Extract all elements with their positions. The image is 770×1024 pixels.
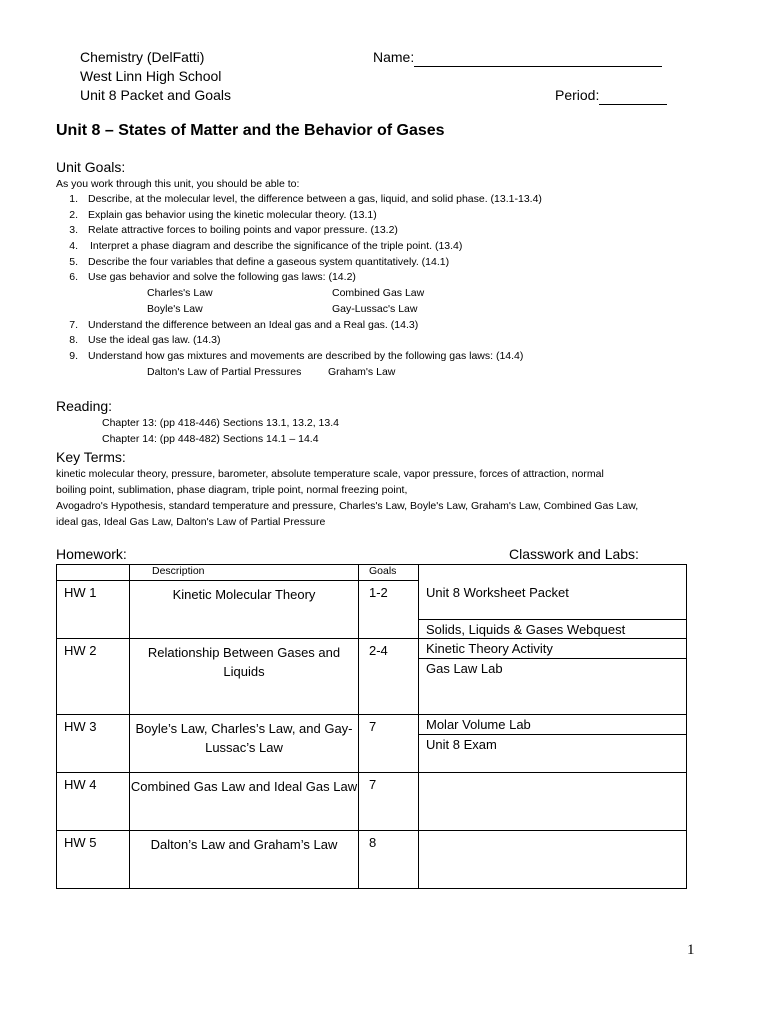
unit-goals-intro: As you work through this unit, you should be able to: — [56, 178, 300, 190]
hw-number: HW 2 — [57, 639, 130, 715]
name-blank[interactable] — [414, 52, 662, 67]
gas-laws-row — [56, 286, 706, 302]
goal-item: 7. Understand the difference between an Ideal gas and a Real gas. (14.3) — [69, 318, 419, 331]
school-name: West Linn High School — [80, 68, 222, 84]
classwork-cell — [419, 581, 687, 639]
table-row — [57, 639, 687, 715]
law-graham: Graham's Law — [328, 365, 396, 378]
classwork-item: Molar Volume Lab — [419, 715, 686, 735]
key-terms-line: ideal gas, Ideal Gas Law, Dalton's Law of Partial Pressure — [56, 516, 326, 528]
course-title: Chemistry (DelFatti) — [80, 49, 205, 65]
goal-item: 9. Understand how gas mixtures and movements are described by the following gas laws: (14.4) — [69, 349, 524, 362]
table-row — [57, 581, 687, 639]
packet-title: Unit 8 Packet and Goals — [80, 87, 231, 103]
homework-table — [56, 564, 687, 889]
unit-goals-heading: Unit Goals: — [56, 159, 126, 175]
classwork-cell — [419, 831, 687, 889]
table-row — [57, 831, 687, 889]
name-field[interactable] — [373, 48, 662, 67]
classwork-item: Solids, Liquids & Gases Webquest — [426, 621, 626, 637]
goal-item: 3. Relate attractive forces to boiling points and vapor pressure. (13.2) — [69, 224, 398, 237]
hw-description: Combined Gas Law and Ideal Gas Law — [130, 773, 359, 831]
classwork-item: Kinetic Theory Activity — [419, 639, 686, 659]
reading-line: Chapter 14: (pp 448-482) Sections 14.1 – 14.4 — [102, 433, 319, 445]
hw-description: Relationship Between Gases and Liquids — [130, 639, 359, 715]
col-goals: Goals — [359, 565, 419, 581]
table-row — [57, 773, 687, 831]
gas-laws-row — [56, 365, 706, 381]
law-combined: Combined Gas Law — [332, 287, 425, 300]
classwork-cell — [419, 715, 687, 773]
page-number: 1 — [687, 942, 695, 958]
goal-item: 8. Use the ideal gas law. (14.3) — [69, 334, 221, 347]
table-row — [57, 715, 687, 773]
col-description: Description — [130, 565, 359, 581]
goal-item: 6. Use gas behavior and solve the following gas laws: (14.2) — [69, 271, 356, 284]
hw-number: HW 3 — [57, 715, 130, 773]
classwork-cell — [419, 773, 687, 831]
law-dalton: Dalton's Law of Partial Pressures — [147, 365, 302, 378]
classwork-item: Unit 8 Worksheet Packet — [419, 581, 686, 620]
hw-number: HW 4 — [57, 773, 130, 831]
key-terms-line: Avogadro's Hypothesis, standard temperature and pressure, Charles's Law, Boyle's Law, Graham's Law, Combined Gas Law, — [56, 500, 639, 512]
reading-line: Chapter 13: (pp 418-446) Sections 13.1, 13.2, 13.4 — [102, 417, 339, 429]
name-label: Name: — [373, 49, 415, 65]
period-blank[interactable] — [599, 90, 667, 105]
homework-heading: Homework: — [56, 546, 127, 562]
hw-goals: 1-2 — [359, 581, 419, 639]
header-classwork-cell — [419, 565, 687, 581]
period-field[interactable] — [555, 86, 667, 105]
key-terms-line: kinetic molecular theory, pressure, barometer, absolute temperature scale, vapor pressure, forces of attraction, normal — [56, 468, 604, 480]
hw-goals: 7 — [359, 715, 419, 773]
header-hw-cell — [57, 565, 130, 581]
page-title: Unit 8 – States of Matter and the Behavior of Gases — [56, 122, 445, 139]
hw-number: HW 1 — [57, 581, 130, 639]
reading-heading: Reading: — [56, 398, 113, 414]
hw-description: Boyle’s Law, Charles’s Law, and Gay-Lussac’s Law — [130, 715, 359, 773]
law-boyle: Boyle's Law — [147, 302, 203, 315]
key-terms-heading: Key Terms: — [56, 449, 126, 465]
hw-goals: 8 — [359, 831, 419, 889]
goal-item: 4. Interpret a phase diagram and describe the significance of the triple point. (13.4) — [69, 240, 463, 253]
law-gay-lussac: Gay-Lussac's Law — [332, 302, 418, 315]
goal-item: 2. Explain gas behavior using the kinetic molecular theory. (13.1) — [69, 208, 377, 221]
hw-number: HW 5 — [57, 831, 130, 889]
goal-item: 5. Describe the four variables that define a gaseous system quantitatively. (14.1) — [69, 255, 450, 268]
goal-item: 1. Describe, at the molecular level, the difference between a gas, liquid, and solid phase. (13.1-13.4) — [69, 193, 542, 205]
table-header-row — [57, 565, 687, 581]
hw-goals: 7 — [359, 773, 419, 831]
classwork-heading: Classwork and Labs: — [509, 546, 639, 562]
classwork-cell — [419, 639, 687, 715]
key-terms-line: boiling point, sublimation, phase diagram, triple point, normal freezing point, — [56, 484, 408, 496]
law-charles: Charles's Law — [147, 287, 213, 300]
period-label: Period: — [555, 87, 600, 103]
hw-description: Dalton’s Law and Graham’s Law — [130, 831, 359, 889]
hw-goals: 2-4 — [359, 639, 419, 715]
goals-list — [56, 192, 706, 392]
classwork-item: Unit 8 Exam — [426, 737, 497, 752]
classwork-item: Gas Law Lab — [426, 661, 503, 676]
gas-laws-row — [56, 302, 706, 318]
hw-description: Kinetic Molecular Theory — [130, 581, 359, 639]
